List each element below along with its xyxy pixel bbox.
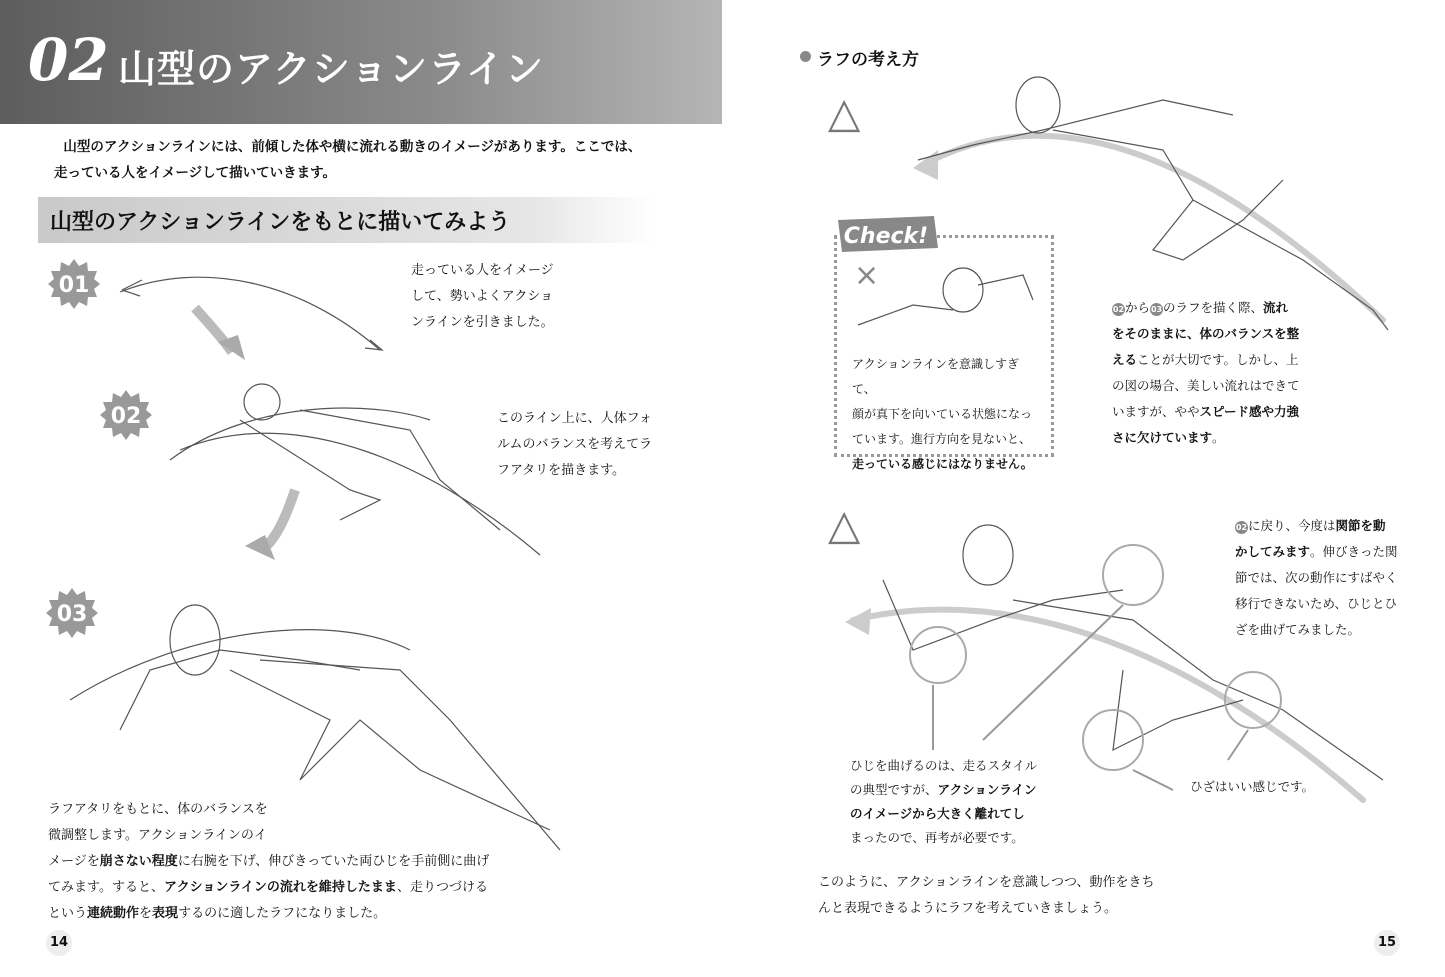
step-02-rough-sketch: [170, 384, 540, 555]
step-ref-circle: 02: [1235, 523, 1248, 532]
step-03-text: [48, 797, 528, 927]
step-01-action-line-sketch: [120, 277, 382, 350]
page-number-right: 15: [1374, 930, 1400, 956]
cross-mark: ×: [854, 258, 880, 293]
elbow-note: ひじを曲げるのは、走るスタイル の典型ですが、アクションライン のイメージから大きく離れてし まったので、再考が必要です。: [850, 758, 1038, 845]
step-03-line-1: ラフアタリをもとに、体のバランスを: [48, 802, 268, 817]
check-label-badge: [830, 210, 942, 258]
check-note-text: [852, 352, 1042, 477]
intro-line-1: 山型のアクションラインには、前傾した体や横に流れる動きのイメージがあります。ここでは、: [63, 139, 642, 155]
triangle-mark-2: △: [828, 500, 861, 549]
intro-text: [54, 134, 664, 186]
step-02-line: ルムのバランスを考えてラ: [497, 437, 653, 452]
step-02-line: フアタリを描きます。: [497, 463, 626, 478]
step-02-text: [497, 406, 707, 484]
right-sketches: [723, 60, 1445, 880]
check-label-text: Check!: [843, 224, 929, 249]
triangle-mark-1: △: [828, 88, 861, 137]
step-03-line-5: という連続動作を表現するのに適したラフになりました。: [48, 906, 387, 921]
step-03-line-2: 微調整します。アクションラインのイ: [48, 828, 267, 843]
step-02-number: 02: [110, 404, 142, 429]
step-03-number: 03: [56, 602, 88, 627]
check-line: 顔が真下を向いている状態になっ: [852, 407, 1033, 421]
flow-arrow-2: [245, 490, 295, 560]
rough-section-title: ラフの考え方: [817, 50, 919, 70]
closing-text: このように、アクションラインを意識しつつ、動作をきち んと表現できるようにラフを考えていきましょう。: [818, 875, 1155, 916]
section-title: 山型のアクションラインをもとに描いてみよう: [50, 210, 511, 235]
chapter-number: 02: [28, 26, 109, 94]
rough-note-1: 02から03のラフを描く際、流れ をそのままに、体のバランスを整 えることが大切です。しかし、上 の図の場合、美しい流れはできて いますが、ややスピード感や力強 さに欠けています。: [1112, 300, 1300, 445]
step-01-line: ンラインを引きました。: [411, 315, 554, 330]
check-line: ています。進行方向を見ないと、: [852, 432, 1032, 446]
chapter-title: 山型のアクションライン: [118, 47, 544, 91]
intro-line-2: 走っている人をイメージして描いていきます。: [54, 165, 337, 181]
step-02-line: このライン上に、人体フォ: [497, 411, 652, 426]
step-ref-circle: 02: [1112, 305, 1125, 314]
flow-arrow-1: [195, 308, 245, 360]
step-ref-circle: 03: [1150, 305, 1163, 314]
step-03-line-3: メージを崩さない程度に右腕を下げ、伸びきっていた両ひじを手前側に曲げ: [48, 854, 490, 869]
page-number-left: 14: [46, 930, 72, 956]
step-01-line: して、勢いよくアクショ: [411, 289, 554, 304]
step-03-line-4: てみます。すると、アクションラインの流れを維持したまま、走りつづける: [48, 880, 488, 895]
step-01-text: [411, 258, 611, 336]
step-01-number: 01: [58, 273, 90, 298]
step-01-line: 走っている人をイメージ: [411, 263, 554, 278]
check-line: アクションラインを意識しすぎて、: [852, 357, 1020, 396]
check-line-bold: 走っている感じにはなりません。: [852, 457, 1033, 471]
rough-note-2: 02に戻り、今度は関節を動 かしてみます。伸びきった関 節では、次の動作にすばやく 移行できないため、ひじとひ ざを曲げてみました。: [1235, 518, 1398, 637]
knee-note: ひざはいい感じです。: [1190, 779, 1315, 794]
